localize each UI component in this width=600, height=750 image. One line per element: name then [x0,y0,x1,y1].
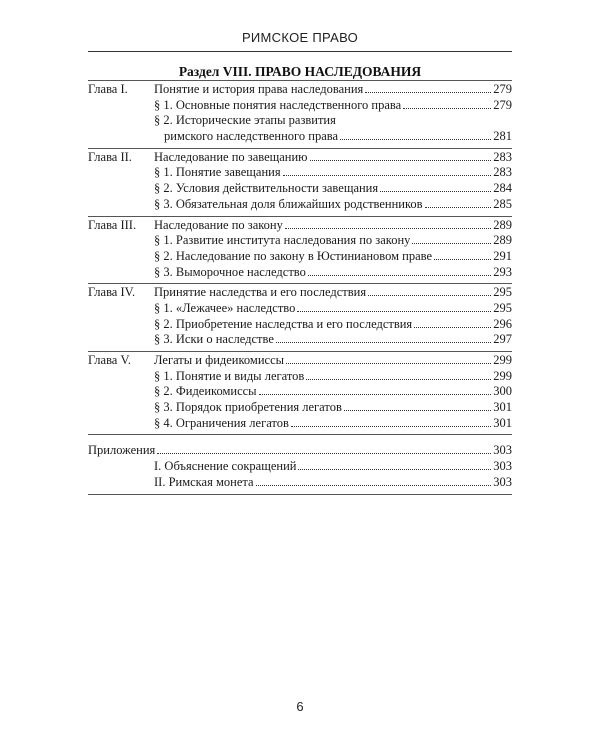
toc-item-row[interactable] [88,317,512,333]
page-ref: 283 [493,165,512,180]
dot-leader [368,286,491,296]
page-ref: 303 [493,443,512,458]
dot-leader [425,198,492,208]
item-title: § 3. Обязательная доля ближайших родственников [154,196,423,211]
toc-chapter-row[interactable] [88,285,512,301]
dot-leader [403,99,491,109]
page-ref: 295 [493,300,512,315]
page-ref: 285 [493,196,512,211]
item-title: § 3. Иски о наследстве [154,332,274,347]
page-ref: 297 [493,332,512,347]
section-title: Раздел VIII. ПРАВО НАСЛЕДОВАНИЯ [178,64,422,79]
chapter-label: Глава V. [88,353,132,367]
dot-leader [286,354,491,364]
dot-leader [297,302,491,312]
appendix-group [88,434,512,494]
dot-leader [285,219,491,229]
dot-leader [308,266,491,276]
toc-item-row[interactable] [88,416,512,432]
toc-chapter-row[interactable] [88,353,512,369]
dot-leader [412,234,491,244]
toc-item-row[interactable] [88,98,512,114]
chapter-title: Принятие наследства и его последствия [154,285,367,300]
page-ref: 299 [493,368,512,383]
item-title: § 1. Развитие института наследования по закону [154,233,411,248]
item-title: § 2. Наследование по закону в Юстиниановом праве [154,248,433,263]
item-title: I. Объяснение сокращений [154,459,297,474]
item-title: § 2. Фидеикомиссы [154,384,257,399]
toc-item-row[interactable] [88,475,512,491]
page-ref: 299 [493,353,512,367]
dot-leader [344,401,491,411]
chapter-label: Глава IV. [88,285,136,300]
item-title-line1: § 2. Исторические этапы развития [154,113,336,128]
toc-item-row[interactable] [88,197,512,213]
dot-leader [365,83,491,93]
page-ref: 301 [493,415,512,430]
page-ref: 293 [493,264,512,279]
dot-leader [259,385,492,395]
chapter-title: Наследование по завещанию [154,149,308,164]
page-ref: 291 [493,248,512,263]
item-title: § 1. Понятие завещания [154,165,281,180]
toc-chapter-row[interactable] [88,150,512,166]
chapter-group-1 [88,80,512,148]
toc-appendix-row[interactable] [88,443,512,459]
chapter-group-2 [88,148,512,216]
page-ref: 284 [493,181,512,196]
toc-item-row[interactable] [88,181,512,197]
chapter-label: Глава III. [88,217,137,232]
page-ref: 279 [493,97,512,112]
page-number: 6 [296,699,304,714]
item-title: § 3. Выморочное наследство [154,264,306,279]
dot-leader [434,250,491,260]
item-title: § 4. Ограничения легатов [154,415,289,430]
toc-item-row[interactable] [88,301,512,317]
item-title: § 1. Основные понятия наследственного права [154,97,402,112]
toc-chapter-row[interactable] [88,218,512,234]
header-rule [88,51,512,52]
dot-leader [306,370,491,380]
chapter-group-5 [88,351,512,434]
item-title: § 1. «Лежачее» наследство [154,300,296,315]
toc-item-row[interactable] [88,332,512,348]
item-title-line2: римского наследственного права [164,129,339,144]
toc-item-row[interactable] [88,459,512,475]
page-ref: 303 [493,474,512,489]
page-ref: 300 [493,384,512,399]
dot-leader [157,444,491,454]
chapter-title: Наследование по закону [154,217,283,232]
dot-leader [298,460,491,470]
toc-item-row[interactable] [88,249,512,265]
item-title: § 2. Условия действительности завещания [154,181,379,196]
chapter-group-4 [88,283,512,351]
table-of-contents [88,80,512,495]
chapter-title: Понятие и история права наследования [154,82,364,96]
item-title: II. Римская монета [154,474,254,489]
item-title: § 1. Понятие и виды легатов [154,368,305,383]
toc-item-row[interactable] [88,165,512,181]
toc-item-row[interactable] [88,384,512,400]
chapter-group-3 [88,216,512,284]
page-ref: 283 [493,149,512,164]
page-ref: 289 [493,233,512,248]
item-title: § 3. Порядок приобретения легатов [154,400,342,415]
running-header: РИМСКОЕ ПРАВО [241,30,359,45]
page-ref: 301 [493,400,512,415]
item-title: § 2. Приобретение наследства и его последствия [154,316,413,331]
toc-item-row[interactable] [88,265,512,281]
toc-chapter-row[interactable] [88,82,512,98]
chapter-label: Глава II. [88,149,132,164]
dot-leader [291,417,491,427]
page-ref: 289 [493,217,512,232]
page-ref: 281 [493,129,512,144]
toc-item-row[interactable] [88,233,512,249]
page-ref: 279 [493,82,512,96]
chapter-title: Легаты и фидеикомиссы [154,353,285,367]
dot-leader [276,333,491,343]
dot-leader [340,130,491,140]
dot-leader [256,476,492,486]
toc-item-row[interactable] [88,129,512,145]
toc-item-row[interactable] [88,369,512,385]
dot-leader [380,182,491,192]
dot-leader [283,166,492,176]
page-ref: 303 [493,459,512,474]
appendix-title: Приложения [88,443,156,458]
dot-leader [310,151,492,161]
chapter-label: Глава I. [88,82,128,96]
toc-item-row[interactable] [88,113,512,129]
page-ref: 296 [493,316,512,331]
page-ref: 295 [493,285,512,300]
dot-leader [414,318,491,328]
toc-item-row[interactable] [88,400,512,416]
